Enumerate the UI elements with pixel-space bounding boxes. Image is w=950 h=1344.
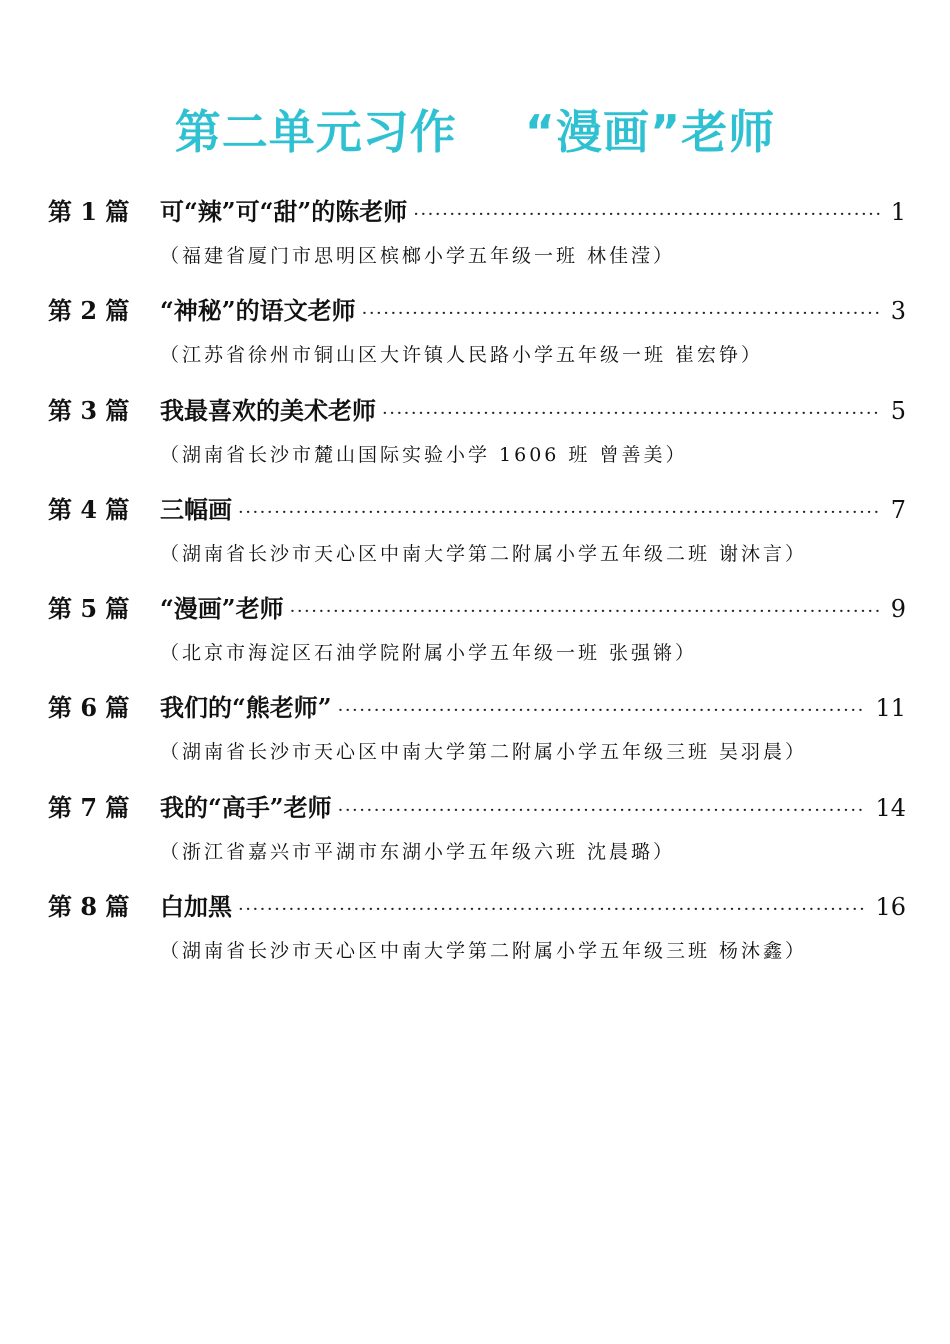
dot-leader (338, 691, 866, 731)
toc-entry-7[interactable] (48, 788, 906, 887)
entry-author-source: （浙江省嘉兴市平湖市东湖小学五年级六班 沈晨璐） (160, 840, 676, 863)
entry-number: 第 2 篇 (48, 296, 130, 326)
entry-page-number: 5 (890, 396, 906, 425)
entry-title: 可“辣”可“甜”的陈老师 (160, 197, 408, 226)
entry-page-number: 11 (875, 694, 906, 723)
dot-leader (238, 890, 865, 930)
toc-entry-line (48, 391, 906, 431)
entry-page-number: 14 (875, 793, 906, 822)
toc-entry-line (48, 589, 906, 629)
entry-title: 白加黑 (160, 892, 232, 922)
entry-number: 第 5 篇 (48, 594, 130, 624)
toc-entry-6[interactable] (48, 688, 906, 787)
table-of-contents (48, 192, 906, 986)
toc-entry-3[interactable] (48, 391, 906, 490)
entry-page-number: 16 (875, 893, 906, 922)
entry-author-source: （湖南省长沙市天心区中南大学第二附属小学五年级二班 谢沐言） (160, 542, 808, 565)
entry-author-source: （福建省厦门市思明区槟榔小学五年级一班 林佳滢） (160, 245, 676, 267)
dot-leader (238, 493, 881, 533)
toc-entry-line (48, 192, 906, 232)
entry-title: 我们的“熊老师” (160, 693, 332, 723)
toc-entry-line (48, 887, 906, 927)
entry-author-source: （湖南省长沙市麓山国际实验小学 1606 班 曾善美） (160, 443, 688, 466)
entry-number: 第 7 篇 (48, 792, 130, 822)
page-title: 第二单元习作 “漫画”老师 (174, 105, 776, 159)
entry-title: “漫画”老师 (160, 594, 284, 624)
toc-entry-8[interactable] (48, 887, 906, 986)
entry-page-number: 1 (890, 198, 906, 226)
toc-entry-2[interactable] (48, 291, 906, 390)
toc-entry-line (48, 688, 906, 728)
dot-leader (290, 592, 881, 632)
toc-entry-line (48, 490, 906, 530)
entry-number: 第 3 篇 (48, 395, 130, 425)
entry-title: 我最喜欢的美术老师 (160, 395, 376, 425)
entry-page-number: 3 (890, 297, 906, 326)
entry-number: 第 8 篇 (48, 892, 130, 922)
entry-title: 我的“高手”老师 (160, 792, 332, 822)
entry-number: 第 4 篇 (48, 494, 130, 524)
toc-entry-line (48, 788, 906, 828)
toc-entry-line (48, 291, 906, 331)
entry-number: 第 6 篇 (48, 693, 130, 723)
toc-entry-4[interactable] (48, 490, 906, 589)
entry-title: “神秘”的语文老师 (160, 296, 356, 326)
entry-author-source: （北京市海淀区石油学院附属小学五年级一班 张强锵） (160, 642, 698, 665)
entry-number: 第 1 篇 (48, 197, 130, 226)
dot-leader (413, 195, 881, 235)
entry-author-source: （湖南省长沙市天心区中南大学第二附属小学五年级三班 杨沐鑫） (160, 940, 808, 963)
toc-entry-5[interactable] (48, 589, 906, 688)
entry-author-source: （江苏省徐州市铜山区大许镇人民路小学五年级一班 崔宏铮） (160, 344, 764, 367)
entry-page-number: 7 (890, 495, 906, 524)
entry-title: 三幅画 (160, 494, 232, 524)
entry-page-number: 9 (890, 595, 906, 624)
toc-entry-1[interactable] (48, 192, 906, 291)
dot-leader (338, 791, 866, 831)
dot-leader (382, 394, 881, 434)
dot-leader (362, 294, 881, 334)
entry-author-source: （湖南省长沙市天心区中南大学第二附属小学五年级三班 吴羽晨） (160, 741, 808, 764)
